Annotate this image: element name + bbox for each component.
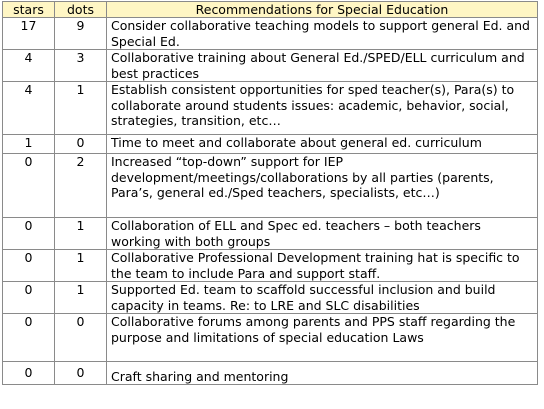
table-row (3, 218, 538, 250)
recommendation-cell: Collaboration of ELL and Spec ed. teachers – both teachers working with both groups (107, 218, 538, 250)
dots-header: dots (55, 2, 107, 18)
header-row (3, 2, 538, 18)
stars-cell: 4 (3, 50, 55, 82)
recommendation-cell: Supported Ed. team to scaffold successful inclusion and build capacity in teams. Re: to LRE and SLC disabilities (107, 282, 538, 314)
dots-cell: 1 (55, 218, 107, 250)
stars-cell: 0 (3, 218, 55, 250)
recommendations-table (2, 1, 538, 385)
recommendation-cell: Collaborative Professional Development training hat is specific to the team to include Para and support staff. (107, 250, 538, 282)
table-row (3, 314, 538, 362)
stars-cell: 0 (3, 362, 55, 385)
stars-cell: 1 (3, 135, 55, 154)
table-row (3, 362, 538, 385)
stars-cell: 0 (3, 282, 55, 314)
stars-cell: 0 (3, 250, 55, 282)
recommendation-cell: Craft sharing and mentoring (107, 362, 538, 385)
dots-cell: 0 (55, 135, 107, 154)
dots-cell: 1 (55, 82, 107, 135)
recommendation-cell: Collaborative training about General Ed./SPED/ELL curriculum and best practices (107, 50, 538, 82)
dots-cell: 0 (55, 362, 107, 385)
stars-cell: 4 (3, 82, 55, 135)
table-row (3, 154, 538, 218)
stars-header: stars (3, 2, 55, 18)
dots-cell: 0 (55, 314, 107, 362)
stars-cell: 17 (3, 18, 55, 50)
recommendation-cell: Time to meet and collaborate about general ed. curriculum (107, 135, 538, 154)
table-row (3, 135, 538, 154)
recommendation-cell: Collaborative forums among parents and PPS staff regarding the purpose and limitations of special education Laws (107, 314, 538, 362)
stars-cell: 0 (3, 154, 55, 218)
table-row (3, 50, 538, 82)
dots-cell: 1 (55, 282, 107, 314)
recommendations-header: Recommendations for Special Education (107, 2, 538, 18)
table-row (3, 82, 538, 135)
dots-cell: 1 (55, 250, 107, 282)
dots-cell: 9 (55, 18, 107, 50)
dots-cell: 3 (55, 50, 107, 82)
table-row (3, 250, 538, 282)
table-row (3, 282, 538, 314)
recommendation-cell: Establish consistent opportunities for sped teacher(s), Para(s) to collaborate around students issues: academic, behavior, social, strategies, transition, etc… (107, 82, 538, 135)
stars-cell: 0 (3, 314, 55, 362)
recommendation-cell: Increased “top-down” support for IEP development/meetings/collaborations by all parties (parents, Para’s, general ed./Sped teachers, specialists, etc…) (107, 154, 538, 218)
table-row (3, 18, 538, 50)
dots-cell: 2 (55, 154, 107, 218)
recommendation-cell: Consider collaborative teaching models to support general Ed. and Special Ed. (107, 18, 538, 50)
